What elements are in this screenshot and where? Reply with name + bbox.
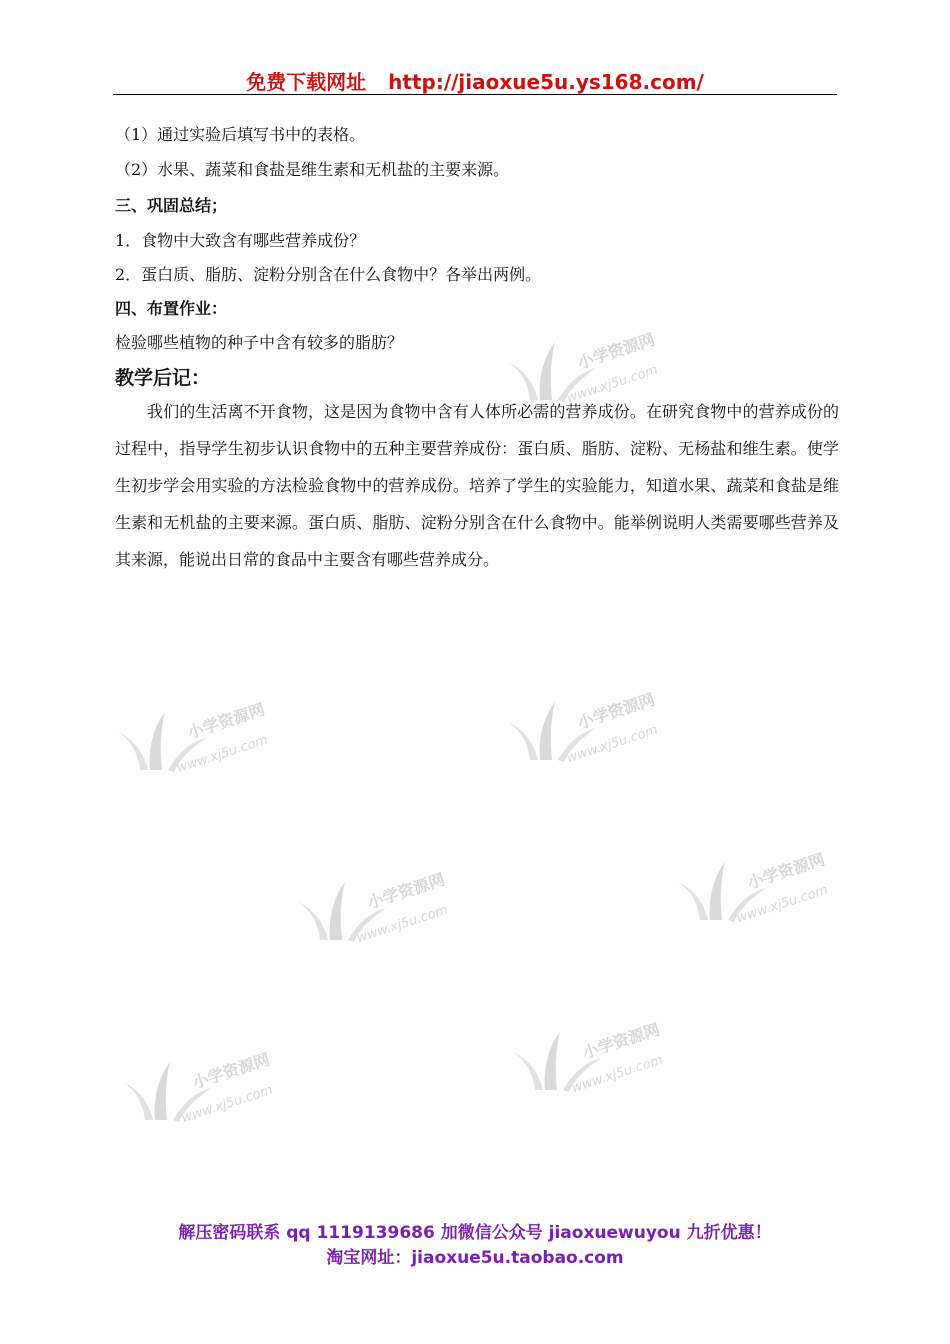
watermark-logo-icon <box>505 1010 695 1110</box>
watermark-site: www.xj5u.com <box>564 722 660 767</box>
watermark-stamp <box>505 1010 695 1110</box>
footer-contact-line: 解压密码联系 qq 1119139686 加微信公众号 jiaoxuewuyou 九折优惠！ <box>178 1223 772 1243</box>
question-2-line: 2．蛋白质、脂肪、淀粉分别含在什么食物中？各举出两例。 <box>115 265 542 284</box>
section-3-heading: 三、巩固总结； <box>115 196 228 215</box>
watermark-name: 小学资源网 <box>580 1019 663 1063</box>
watermark-stamp <box>500 680 690 780</box>
step-1-line: （1）通过实验后填写书中的表格。 <box>115 125 366 144</box>
question-1-line: 1．食物中大致含有哪些营养成份？ <box>115 231 366 250</box>
watermark-logo-icon <box>500 320 690 420</box>
section-4-heading: 四、布置作业： <box>115 299 228 318</box>
watermark-site: www.xj5u.com <box>734 882 830 927</box>
watermark-stamp <box>110 690 300 790</box>
reflection-paragraph <box>115 393 839 578</box>
watermark-name: 小学资源网 <box>745 849 828 893</box>
reflection-heading: 教学后记： <box>115 367 211 389</box>
watermark-name: 小学资源网 <box>365 869 448 913</box>
header-label: 免费下载网址 <box>246 70 367 94</box>
homework-line: 检验哪些植物的种子中含有较多的脂肪？ <box>115 333 404 352</box>
watermark-site: www.xj5u.com <box>569 1052 665 1097</box>
watermark-name: 小学资源网 <box>575 329 658 373</box>
watermark-site: www.xj5u.com <box>174 732 270 777</box>
watermark-name: 小学资源网 <box>185 699 268 743</box>
step-2-line: （2）水果、蔬菜和食盐是维生素和无机盐的主要来源。 <box>115 160 510 179</box>
header-url[interactable]: http://jiaoxue5u.ys168.com/ <box>388 70 704 94</box>
watermark-site: www.xj5u.com <box>354 902 450 947</box>
watermark-logo-icon <box>115 1040 305 1140</box>
footer-shop-line[interactable]: 淘宝网址：jiaoxue5u.taobao.com <box>326 1248 624 1268</box>
watermark-name: 小学资源网 <box>575 689 658 733</box>
watermark-stamp <box>670 840 860 940</box>
watermark-name: 小学资源网 <box>190 1049 273 1093</box>
reflection-text: 我们的生活离不开食物，这是因为食物中含有人体所必需的营养成份。在研究食物中的营养成份的过程中，指导学生初步认识食物中的五种主要营养成份：蛋白质、脂肪、淀粉、无杨盐和维生素。使学生初步学会用实验的方法检验食物中的营养成份。培养了学生的实验能力，知道水果、蔬菜和食盐是维生素和无机盐的主要来源。蛋白质、脂肪、淀粉分别含在什么食物中。能举例说明人类需要哪些营养及其来源，能说出日常的食品中主要含有哪些营养成分。 <box>115 402 839 569</box>
watermark-logo-icon <box>290 860 480 960</box>
watermark-stamp <box>290 860 480 960</box>
watermark-logo-icon <box>670 840 860 940</box>
watermark-logo-icon <box>500 680 690 780</box>
watermark-site: www.xj5u.com <box>179 1082 275 1127</box>
watermark-stamp <box>500 320 690 420</box>
watermark-site: www.xj5u.com <box>564 362 660 407</box>
watermark-stamp <box>115 1040 305 1140</box>
page-header <box>113 66 837 95</box>
watermark-logo-icon <box>110 690 300 790</box>
